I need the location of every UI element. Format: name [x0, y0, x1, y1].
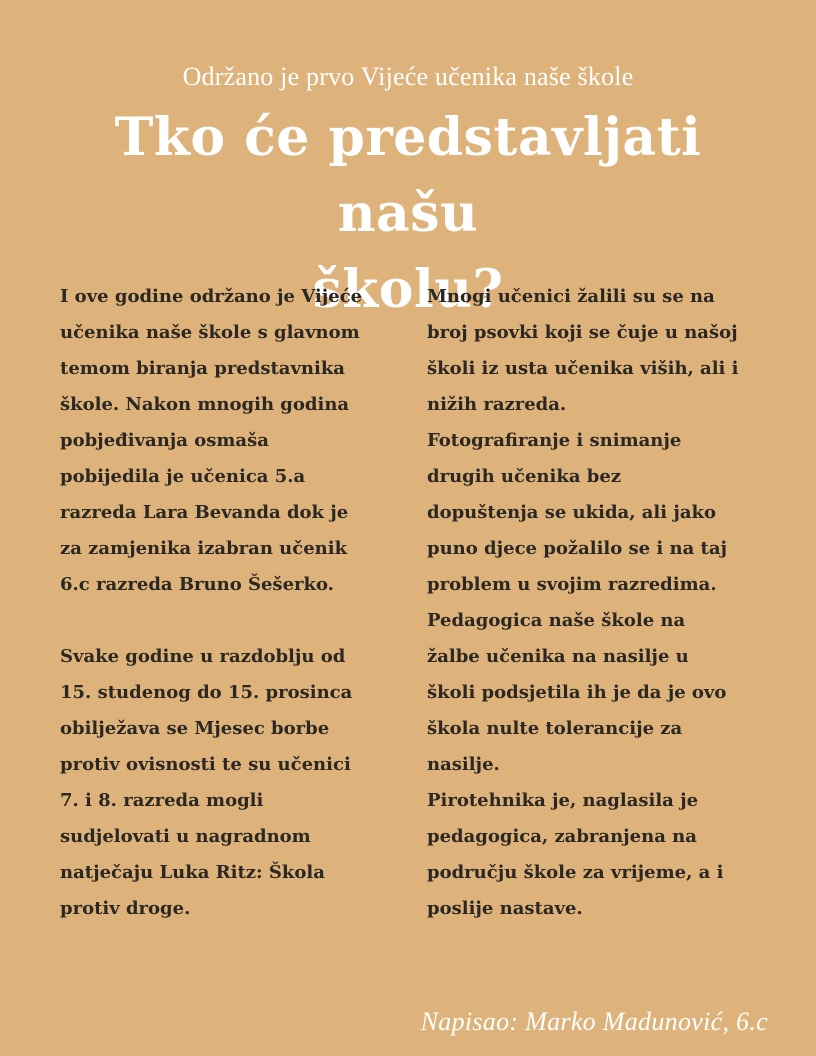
- left-paragraph-anti-addiction-month: Svake godine u razdoblju od 15. studenog do 15. prosinca obilježava se Mjesec borbe protiv ovisnosti te su učenici 7. i 8. razreda mogli sudjelovati u nagradnom natječaju Luka Ritz: Škola protiv droge.: [60, 646, 353, 919]
- article-kicker: Održano je prvo Vijeće učenika naše škole: [182, 62, 634, 91]
- right-paragraph-violence: Pedagogica naše škole na žalbe učenika na nasilje u školi podsjetila ih je da je ovo škola nulte tolerancije za nasilje.: [427, 610, 727, 775]
- article-left-column: [60, 279, 396, 927]
- article-right-column: [427, 279, 767, 927]
- article-byline: Napisao: Marko Madunović, 6.c: [420, 1007, 768, 1036]
- right-paragraph-pyrotechnics: Pirotehnika je, naglasila je pedagogica, zabranjena na području škole za vrijeme, a i poslije nastave.: [427, 790, 724, 919]
- article-headline: Tko će predstavljati našu školu?: [114, 107, 702, 320]
- left-paragraph-council-election: I ove godine održano je Vijeće učenika naše škole s glavnom temom biranja predstavnika škole. Nakon mnogih godina pobjeđivanja osmaša pobijedila je učenica 5.a razreda Lara Bevanda dok je za zamjenika izabran učenik 6.c razreda Bruno Šešerko.: [60, 286, 363, 595]
- right-paragraph-swearing: Mnogi učenici žalili su se na broj psovki koji se čuje u našoj školi iz usta učenika viših, ali i nižih razreda.: [427, 286, 739, 415]
- right-paragraph-photography: Fotografiranje i snimanje drugih učenika bez dopuštenja se ukida, ali jako puno djece požalilo se i na taj problem u svojim razredima.: [427, 430, 727, 595]
